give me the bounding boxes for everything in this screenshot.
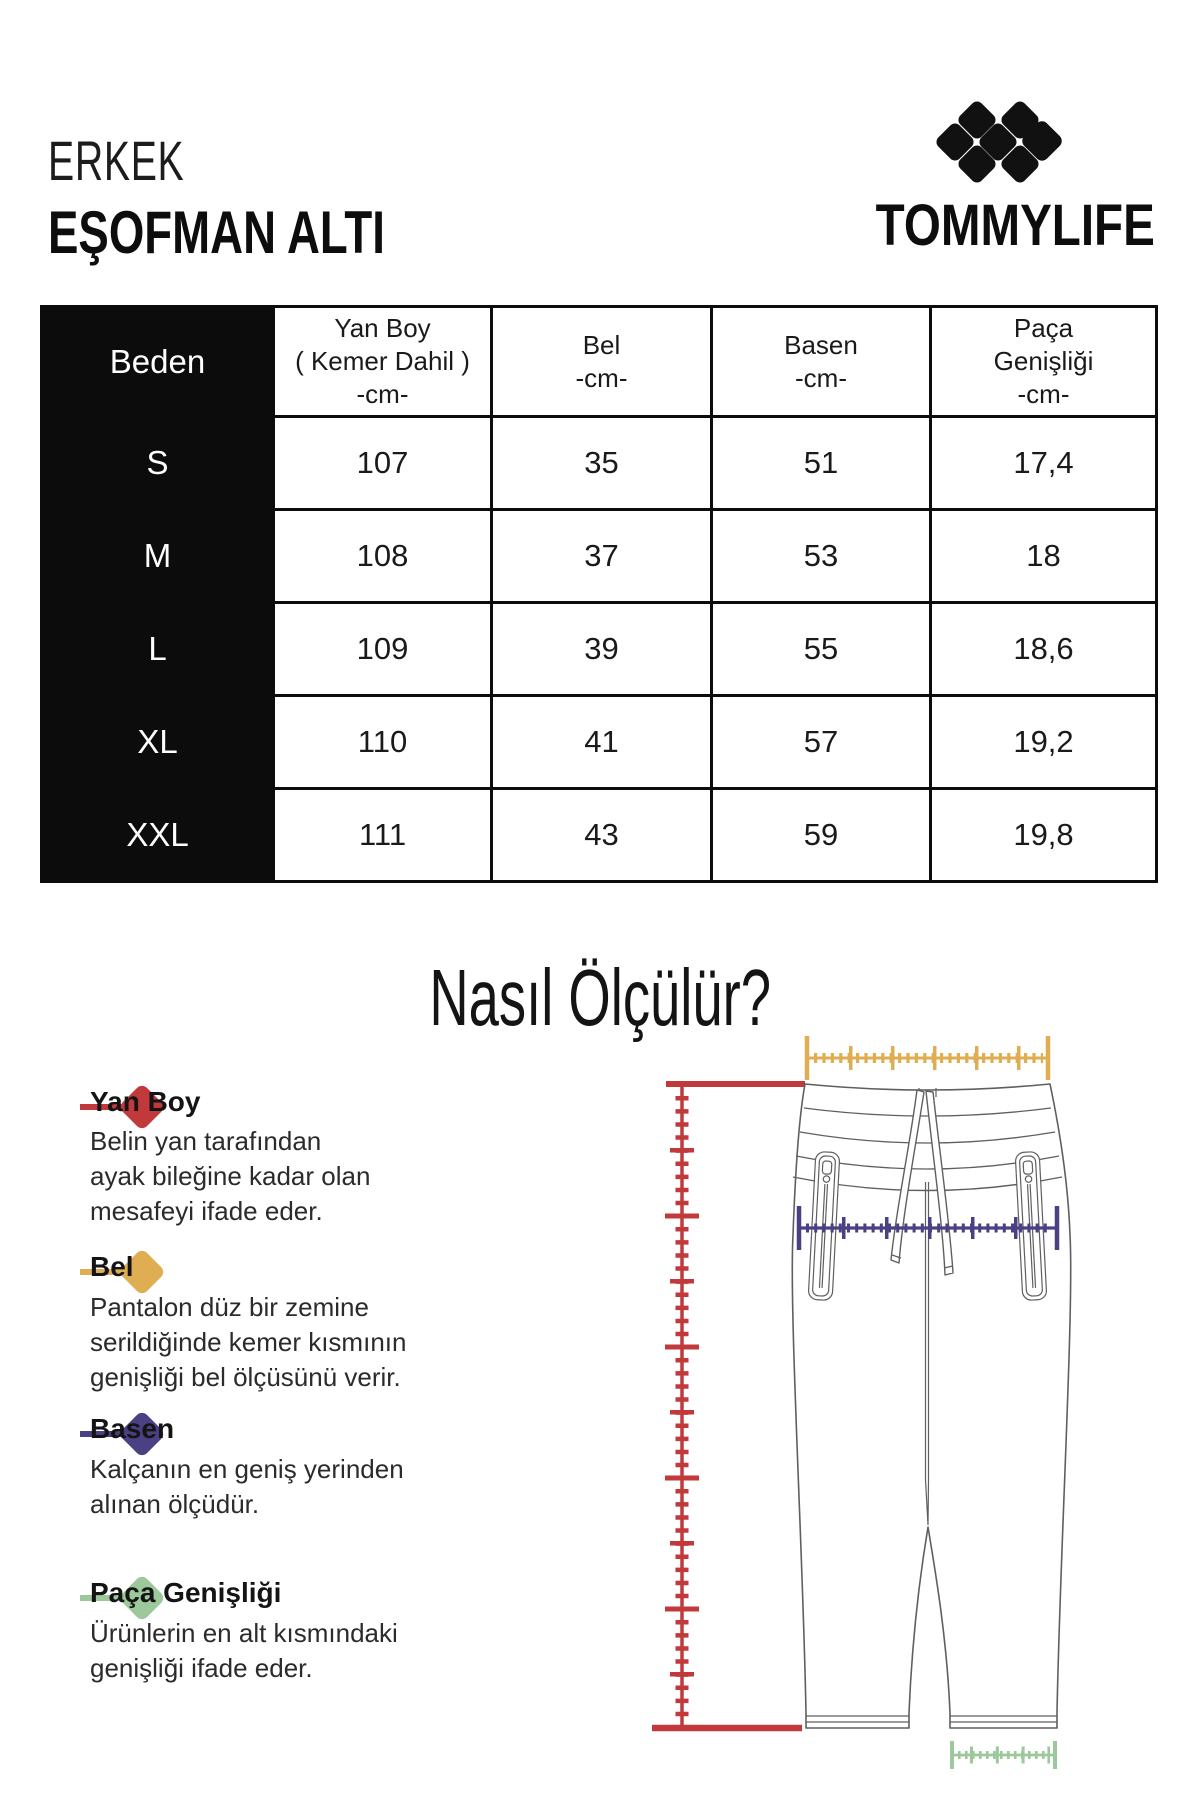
product-title: EŞOFMAN ALTI: [48, 199, 385, 266]
column-header-paca: Paça Genişliği -cm-: [932, 308, 1155, 415]
value-cell: 110: [275, 697, 490, 787]
value-cell: 55: [713, 604, 929, 694]
size-label-xl: XL: [43, 697, 272, 787]
value-cell: 43: [493, 790, 710, 880]
legend-title: Yan Boy: [90, 1086, 201, 1117]
value-cell: 57: [713, 697, 929, 787]
value-cell: 37: [493, 511, 710, 601]
legend-description: Ürünlerin en alt kısmındaki genişliği ifade eder.: [90, 1618, 398, 1683]
yan-boy-ruler: [652, 1084, 805, 1728]
brand-name: TOMMYLIFE: [875, 193, 1155, 258]
value-cell: 107: [275, 418, 490, 508]
value-cell: 108: [275, 511, 490, 601]
value-cell: 19,2: [932, 697, 1155, 787]
bel-ruler: [807, 1036, 1048, 1080]
value-cell: 111: [275, 790, 490, 880]
value-cell: 19,8: [932, 790, 1155, 880]
legend-title: Paça Genişliği: [90, 1577, 282, 1608]
legend-title: Basen: [90, 1413, 175, 1444]
column-header-basen: Basen -cm-: [713, 308, 929, 415]
value-cell: 53: [713, 511, 929, 601]
column-header-bel: Bel -cm-: [493, 308, 710, 415]
table-corner-header: Beden: [43, 308, 272, 415]
value-cell: 18,6: [932, 604, 1155, 694]
value-cell: 18: [932, 511, 1155, 601]
size-label-l: L: [43, 604, 272, 694]
value-cell: 59: [713, 790, 929, 880]
size-label-xxl: XXL: [43, 790, 272, 880]
legend-description: Pantalon düz bir zemine serildiğinde kemer kısmının genişliği bel ölçüsünü verir.: [90, 1292, 407, 1392]
sweatpants-measurement-diagram: [640, 1030, 1120, 1790]
value-cell: 35: [493, 418, 710, 508]
legend-title: Bel: [90, 1251, 134, 1282]
column-header-yan-boy: Yan Boy ( Kemer Dahil ) -cm-: [275, 308, 490, 415]
value-cell: 51: [713, 418, 929, 508]
paca-ruler: [952, 1741, 1055, 1769]
value-cell: 39: [493, 604, 710, 694]
product-category: ERKEK: [48, 129, 185, 192]
size-label-m: M: [43, 511, 272, 601]
value-cell: 41: [493, 697, 710, 787]
legend-description: Belin yan tarafından ayak bileğine kadar olan mesafeyi ifade eder.: [90, 1126, 371, 1226]
size-table: [40, 305, 1158, 883]
value-cell: 109: [275, 604, 490, 694]
size-label-s: S: [43, 418, 272, 508]
measure-section-title: Nasıl Ölçülür?: [429, 953, 771, 1042]
legend-description: Kalçanın en geniş yerinden alınan ölçüdür.: [90, 1454, 404, 1519]
value-cell: 17,4: [932, 418, 1155, 508]
tommylife-logo-icon: [932, 96, 1082, 196]
